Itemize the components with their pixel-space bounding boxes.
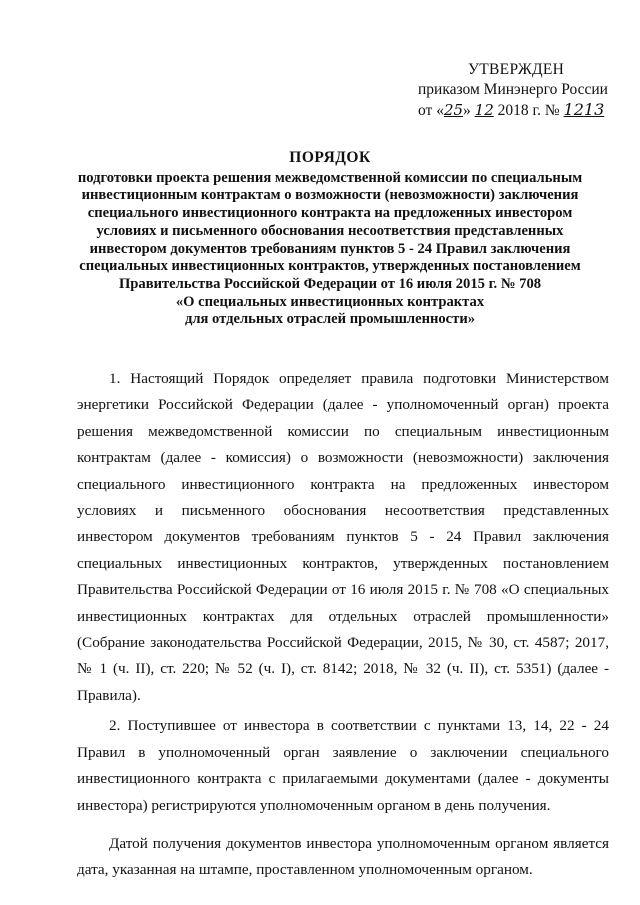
document-heading	[60, 149, 600, 329]
approval-title: УТВЕРЖДЕН	[468, 61, 565, 78]
approval-stamp	[418, 60, 618, 121]
document-title: ПОРЯДОК	[289, 149, 371, 166]
approval-order-line: приказом Минэнерго России	[418, 81, 608, 98]
heading-line: подготовки проекта решения межведомственной комиссии по специальным	[77, 169, 583, 186]
heading-line: специальных инвестиционных контрактов, утвержденных постановлением	[79, 258, 581, 275]
heading-line: для отдельных отраслей промышленности»	[184, 311, 476, 328]
document-body	[77, 366, 609, 884]
handwritten-month: 12	[474, 101, 494, 119]
heading-line: инвестиционным контрактам о возможности (невозможности) заключения	[81, 187, 579, 204]
date-separator: »	[463, 102, 475, 119]
heading-line: «О специальных инвестиционных контрактах	[175, 293, 485, 310]
date-year: 2018 г. №	[493, 102, 564, 119]
handwritten-order-number: 1213	[563, 100, 605, 119]
heading-line: специального инвестиционного контракта на предложенных инвестором	[87, 205, 573, 222]
heading-line: инвестором документов требованиям пунктов 5 - 24 Правил заключения	[89, 240, 571, 257]
handwritten-day: 25	[443, 101, 464, 119]
paragraph-1: 1. Настоящий Порядок определяет правила подготовки Министерством энергетики Российской Федерации (далее - уполномоченный орган) проекта решения межведомственной комиссии по специальным инвестиционным контрактам (далее - комиссия) о возможности (невозможности) заключения специального инвестиционного контракта на предложенных инвестором условиях и письменного обоснования несоответствия представленных инвестором документов требованиям пунктов 5 - 24 Правил заключения специальных инвестиционных контрактов, утвержденных постановлением Правительства Российской Федерации от 16 июля 2015 г. № 708 «О специальных инвестиционных контрактах для отдельных отраслей промышленности» (Собрание законодательства Российской Федерации, 2015, № 30, ст. 4587; 2017, № 1 (ч. II), ст. 220; № 52 (ч. I), ст. 8142; 2018, № 32 (ч. II), ст. 5351) (далее - Правила).	[77, 370, 609, 704]
approval-date-line	[418, 100, 618, 121]
heading-line: Правительства Российской Федерации от 16 июля 2015 г. № 708	[118, 275, 542, 292]
paragraph-3: Датой получения документов инвестора уполномоченным органом является дата, указанная на штампе, проставленном уполномоченным органом.	[77, 834, 609, 879]
heading-line: условиях и письменного обоснования несоответствия представленных	[96, 222, 564, 239]
paragraph-2: 2. Поступившее от инвестора в соответствии с пунктами 13, 14, 22 - 24 Правил в уполномоченный орган заявление о заключении специального инвестиционного контракта с прилагаемыми документами (далее - документы инвестора) регистрируются уполномоченным органом в день получения.	[77, 717, 609, 814]
date-prefix: от «	[418, 102, 444, 119]
